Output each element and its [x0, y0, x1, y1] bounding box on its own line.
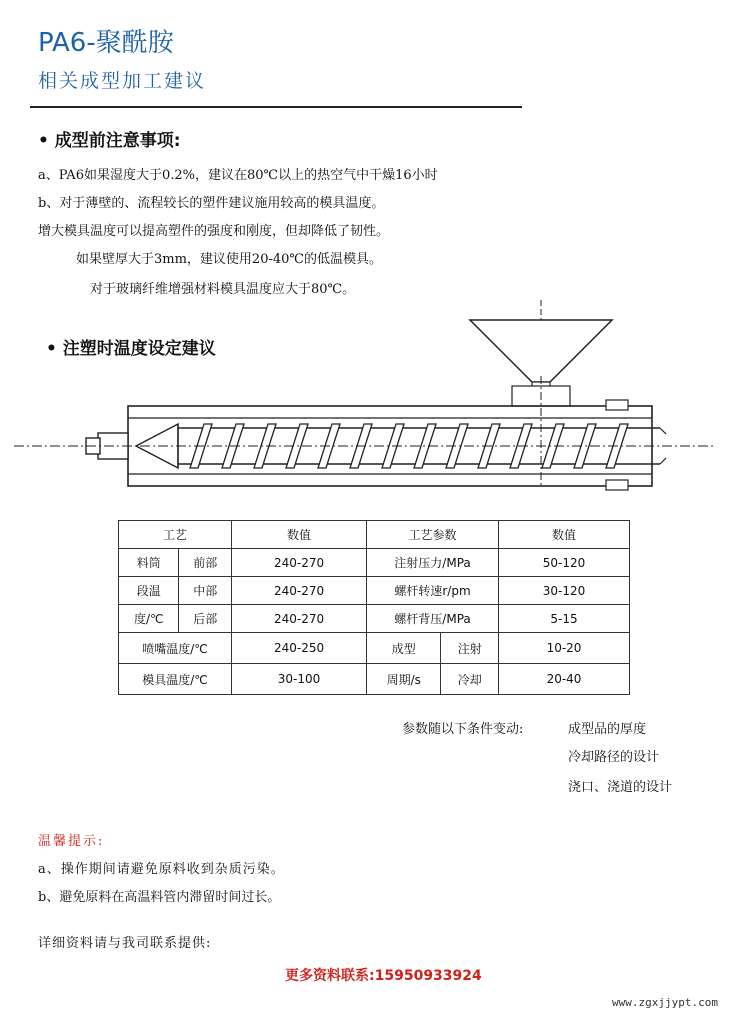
zone-middle-value: 240-270	[232, 577, 367, 605]
cycle-injection-label: 注射	[441, 633, 499, 664]
temperature-heading: • 注塑时温度设定建议	[46, 339, 216, 359]
zone-front: 前部	[179, 549, 232, 577]
pre-molding-heading: • 成型前注意事项:	[38, 131, 181, 151]
zone-middle: 中部	[179, 577, 232, 605]
tip-item: a、操作期间请避免原料收到杂质污染。	[38, 862, 285, 877]
pre-molding-line: 对于玻璃纤维增强材料模具温度应大于80℃。	[90, 282, 356, 297]
param-label: 螺杆背压/MPa	[367, 605, 499, 633]
barrel-label: 料筒	[119, 549, 179, 577]
table-row	[119, 605, 630, 633]
mold-temp-label: 模具温度/℃	[119, 664, 232, 695]
condition-item: 冷却路径的设计	[568, 750, 660, 765]
table-row	[119, 633, 630, 664]
table-row	[119, 549, 630, 577]
zone-front-value: 240-270	[232, 549, 367, 577]
barrel-label: 度/℃	[119, 605, 179, 633]
nozzle-temp-label: 喷嘴温度/℃	[119, 633, 232, 664]
cycle-label: 成型	[367, 633, 441, 664]
header-value: 数值	[232, 521, 367, 549]
param-value: 50-120	[499, 549, 630, 577]
cycle-injection-value: 10-20	[499, 633, 630, 664]
injection-screw-diagram	[0, 296, 744, 496]
table-row	[119, 664, 630, 695]
pre-molding-line: b、对于薄壁的、流程较长的塑件建议施用较高的模具温度。	[38, 196, 385, 211]
condition-item: 成型品的厚度	[568, 722, 647, 737]
param-value: 5-15	[499, 605, 630, 633]
contact-phone-line	[285, 965, 482, 985]
contact-line: 详细资料请与我司联系提供:	[38, 936, 212, 951]
zone-rear-value: 240-270	[232, 605, 367, 633]
header-process-param: 工艺参数	[367, 521, 499, 549]
cycle-cooling-value: 20-40	[499, 664, 630, 695]
param-value: 30-120	[499, 577, 630, 605]
page-subtitle: 相关成型加工建议	[38, 70, 207, 92]
hopper	[470, 320, 612, 382]
param-label: 螺杆转速r/pm	[367, 577, 499, 605]
tips-heading: 温馨提示:	[38, 834, 105, 849]
pre-molding-line: 增大模具温度可以提高塑件的强度和刚度，但却降低了韧性。	[38, 224, 390, 239]
barrel-label: 段温	[119, 577, 179, 605]
tip-item: b、避免原料在高温料管内滞留时间过长。	[38, 890, 281, 905]
zone-rear: 后部	[179, 605, 232, 633]
phone-label: 更多资料联系:	[285, 968, 375, 984]
pre-molding-line: 如果壁厚大于3mm，建议使用20-40℃的低温模具。	[76, 252, 382, 267]
header-value: 数值	[499, 521, 630, 549]
mold-temp-value: 30-100	[232, 664, 367, 695]
table-header-row	[119, 521, 630, 549]
cycle-cooling-label: 冷却	[441, 664, 499, 695]
cycle-label: 周期/s	[367, 664, 441, 695]
pre-molding-line: a、PA6如果湿度大于0.2%，建议在80℃以上的热空气中干燥16小时	[38, 168, 438, 183]
page-title: PA6-聚酰胺	[38, 28, 174, 58]
table-row	[119, 577, 630, 605]
phone-number: 15950933924	[374, 968, 482, 984]
footer-url: www.zgxjjypt.com	[612, 996, 718, 1009]
header-process: 工艺	[119, 521, 232, 549]
title-divider	[30, 106, 522, 108]
param-label: 注射压力/MPa	[367, 549, 499, 577]
process-parameter-table	[118, 520, 630, 695]
nozzle-temp-value: 240-250	[232, 633, 367, 664]
conditions-label: 参数随以下条件变动:	[402, 722, 524, 737]
condition-item: 浇口、浇道的设计	[568, 780, 673, 795]
